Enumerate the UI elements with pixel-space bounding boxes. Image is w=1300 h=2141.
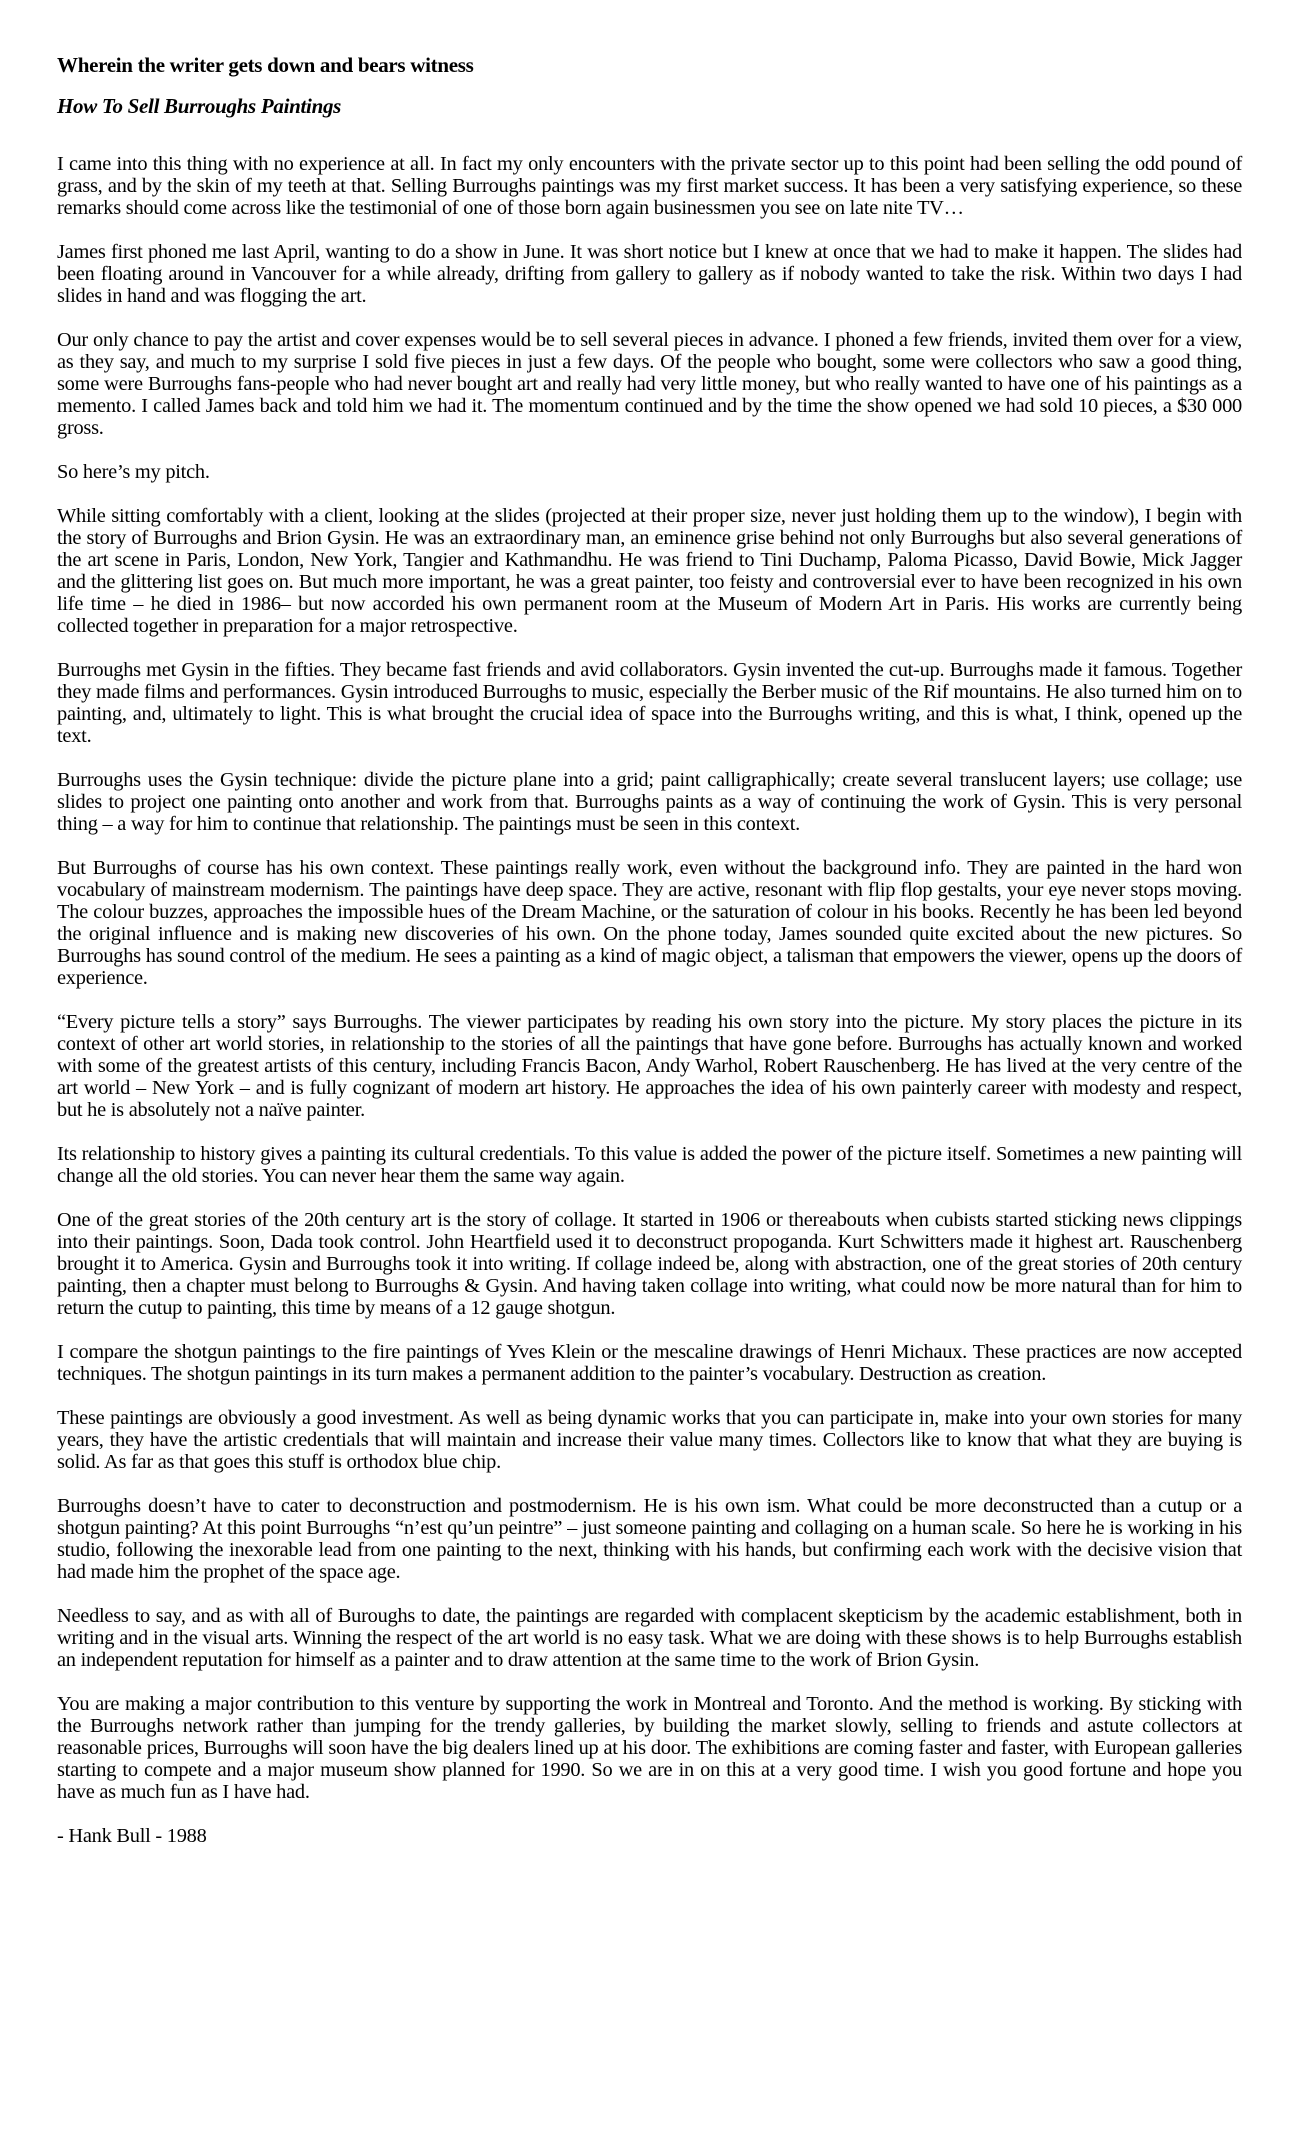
paragraph: Burroughs doesn’t have to cater to deconstruction and postmodernism. He is his own ism. What could be more deconstructed than a cutup or a shotgun painting? At this point Burroughs “n’est qu’un peintre” – just someone painting and collaging on a human scale. So here he is working in his studio, following the inexorable lead from one painting to the next, thinking with his hands, but confirming each work with the decisive vision that had made him the prophet of the space age.: [57, 1494, 1242, 1583]
paragraph: I compare the shotgun paintings to the fire paintings of Yves Klein or the mescaline drawings of Henri Michaux. These practices are now accepted techniques. The shotgun paintings in its turn makes a permanent addition to the painter’s vocabulary. Destruction as creation.: [57, 1340, 1242, 1385]
document-page: [57, 52, 1242, 1847]
document-heading: Wherein the writer gets down and bears witness: [57, 53, 474, 77]
paragraph: James first phoned me last April, wanting to do a show in June. It was short notice but I knew at once that we had to make it happen. The slides had been floating around in Vancouver for a while already, drifting from gallery to gallery as if nobody wanted to take the risk. Within two days I had slides in hand and was flogging the art.: [57, 240, 1242, 307]
paragraph: “Every picture tells a story” says Burroughs. The viewer participates by reading his own story into the picture. My story places the picture in its context of other art world stories, in relationship to the stories of all the paintings that have gone before. Burroughs has actually known and worked with some of the greatest artists of this century, including Francis Bacon, Andy Warhol, Robert Rauschenberg. He has lived at the very centre of the art world – New York – and is fully cognizant of modern art history. He approaches the idea of his own painterly career with modesty and respect, but he is absolutely not a naïve painter.: [57, 1010, 1242, 1121]
paragraph: While sitting comfortably with a client, looking at the slides (projected at their proper size, never just holding them up to the window), I begin with the story of Burroughs and Brion Gysin. He was an extraordinary man, an eminence grise behind not only Burroughs but also several generations of the art scene in Paris, London, New York, Tangier and Kathmandhu. He was friend to Tini Duchamp, Paloma Picasso, David Bowie, Mick Jagger and the glittering list goes on. But much more important, he was a great painter, too feisty and controversial ever to have been recognized in his own life time – he died in 1986– but now accorded his own permanent room at the Museum of Modern Art in Paris. His works are currently being collected together in preparation for a major retrospective.: [57, 504, 1242, 637]
document-subheading: How To Sell Burroughs Paintings: [57, 94, 342, 119]
paragraph: These paintings are obviously a good investment. As well as being dynamic works that you can participate in, make into your own stories for many years, they have the artistic credentials that will maintain and increase their value many times. Collectors like to know that what they are buying is solid. As far as that goes this stuff is orthodox blue chip.: [57, 1406, 1242, 1473]
signature: - Hank Bull - 1988: [57, 1824, 207, 1847]
paragraph: Needless to say, and as with all of Buroughs to date, the paintings are regarded with complacent skepticism by the academic establishment, both in writing and in the visual arts. Winning the respect of the art world is no easy task. What we are doing with these shows is to help Burroughs establish an independent reputation for himself as a painter and to draw attention at the same time to the work of Brion Gysin.: [57, 1604, 1242, 1671]
paragraph: But Burroughs of course has his own context. These paintings really work, even without the background info. They are painted in the hard won vocabulary of mainstream modernism. The paintings have deep space. They are active, resonant with flip flop gestalts, your eye never stops moving. The colour buzzes, approaches the impossible hues of the Dream Machine, or the saturation of colour in his books. Recently he has been led beyond the original influence and is making new discoveries of his own. On the phone today, James sounded quite excited about the new pictures. So Burroughs has sound control of the medium. He sees a painting as a kind of magic object, a talisman that empowers the viewer, opens up the doors of experience.: [57, 856, 1242, 989]
paragraph: Our only chance to pay the artist and cover expenses would be to sell several pieces in advance. I phoned a few friends, invited them over for a view, as they say, and much to my surprise I sold five pieces in just a few days. Of the people who bought, some were collectors who saw a good thing, some were Burroughs fans-people who had never bought art and really had very little money, but who really wanted to have one of his paintings as a memento. I called James back and told him we had it. The momentum continued and by the time the show opened we had sold 10 pieces, a $30 000 gross.: [57, 328, 1242, 439]
paragraph: Burroughs uses the Gysin technique: divide the picture plane into a grid; paint calligraphically; create several translucent layers; use collage; use slides to project one painting onto another and work from that. Burroughs paints as a way of continuing the work of Gysin. This is very personal thing – a way for him to continue that relationship. The paintings must be seen in this context.: [57, 768, 1242, 835]
paragraph: Burroughs met Gysin in the fifties. They became fast friends and avid collaborators. Gysin invented the cut-up. Burroughs made it famous. Together they made films and performances. Gysin introduced Burroughs to music, especially the Berber music of the Rif mountains. He also turned him on to painting, and, ultimately to light. This is what brought the crucial idea of space into the Burroughs writing, and this is what, I think, opened up the text.: [57, 658, 1242, 747]
paragraph: You are making a major contribution to this venture by supporting the work in Montreal and Toronto. And the method is working. By sticking with the Burroughs network rather than jumping for the trendy galleries, by building the market slowly, selling to friends and astute collectors at reasonable prices, Burroughs will soon have the big dealers lined up at his door. The exhibitions are coming faster and faster, with European galleries starting to compete and a major museum show planned for 1990. So we are in on this at a very good time. I wish you good fortune and hope you have as much fun as I have had.: [57, 1692, 1242, 1803]
paragraph: One of the great stories of the 20th century art is the story of collage. It started in 1906 or thereabouts when cubists started sticking news clippings into their paintings. Soon, Dada took control. John Heartfield used it to deconstruct propoganda. Kurt Schwitters made it highest art. Rauschenberg brought it to America. Gysin and Burroughs took it into writing. If collage indeed be, along with abstraction, one of the great stories of 20th century painting, then a chapter must belong to Burroughs & Gysin. And having taken collage into writing, what could now be more natural than for him to return the cutup to painting, this time by means of a 12 gauge shotgun.: [57, 1208, 1242, 1319]
paragraph: I came into this thing with no experience at all. In fact my only encounters with the private sector up to this point had been selling the odd pound of grass, and by the skin of my teeth at that. Selling Burroughs paintings was my first market success. It has been a very satisfying experience, so these remarks should come across like the testimonial of one of those born again businessmen you see on late nite TV…: [57, 152, 1242, 219]
document-body: [57, 153, 1242, 1803]
paragraph: So here’s my pitch.: [57, 460, 210, 483]
paragraph: Its relationship to history gives a painting its cultural credentials. To this value is added the power of the picture itself. Sometimes a new painting will change all the old stories. You can never hear them the same way again.: [57, 1142, 1242, 1187]
